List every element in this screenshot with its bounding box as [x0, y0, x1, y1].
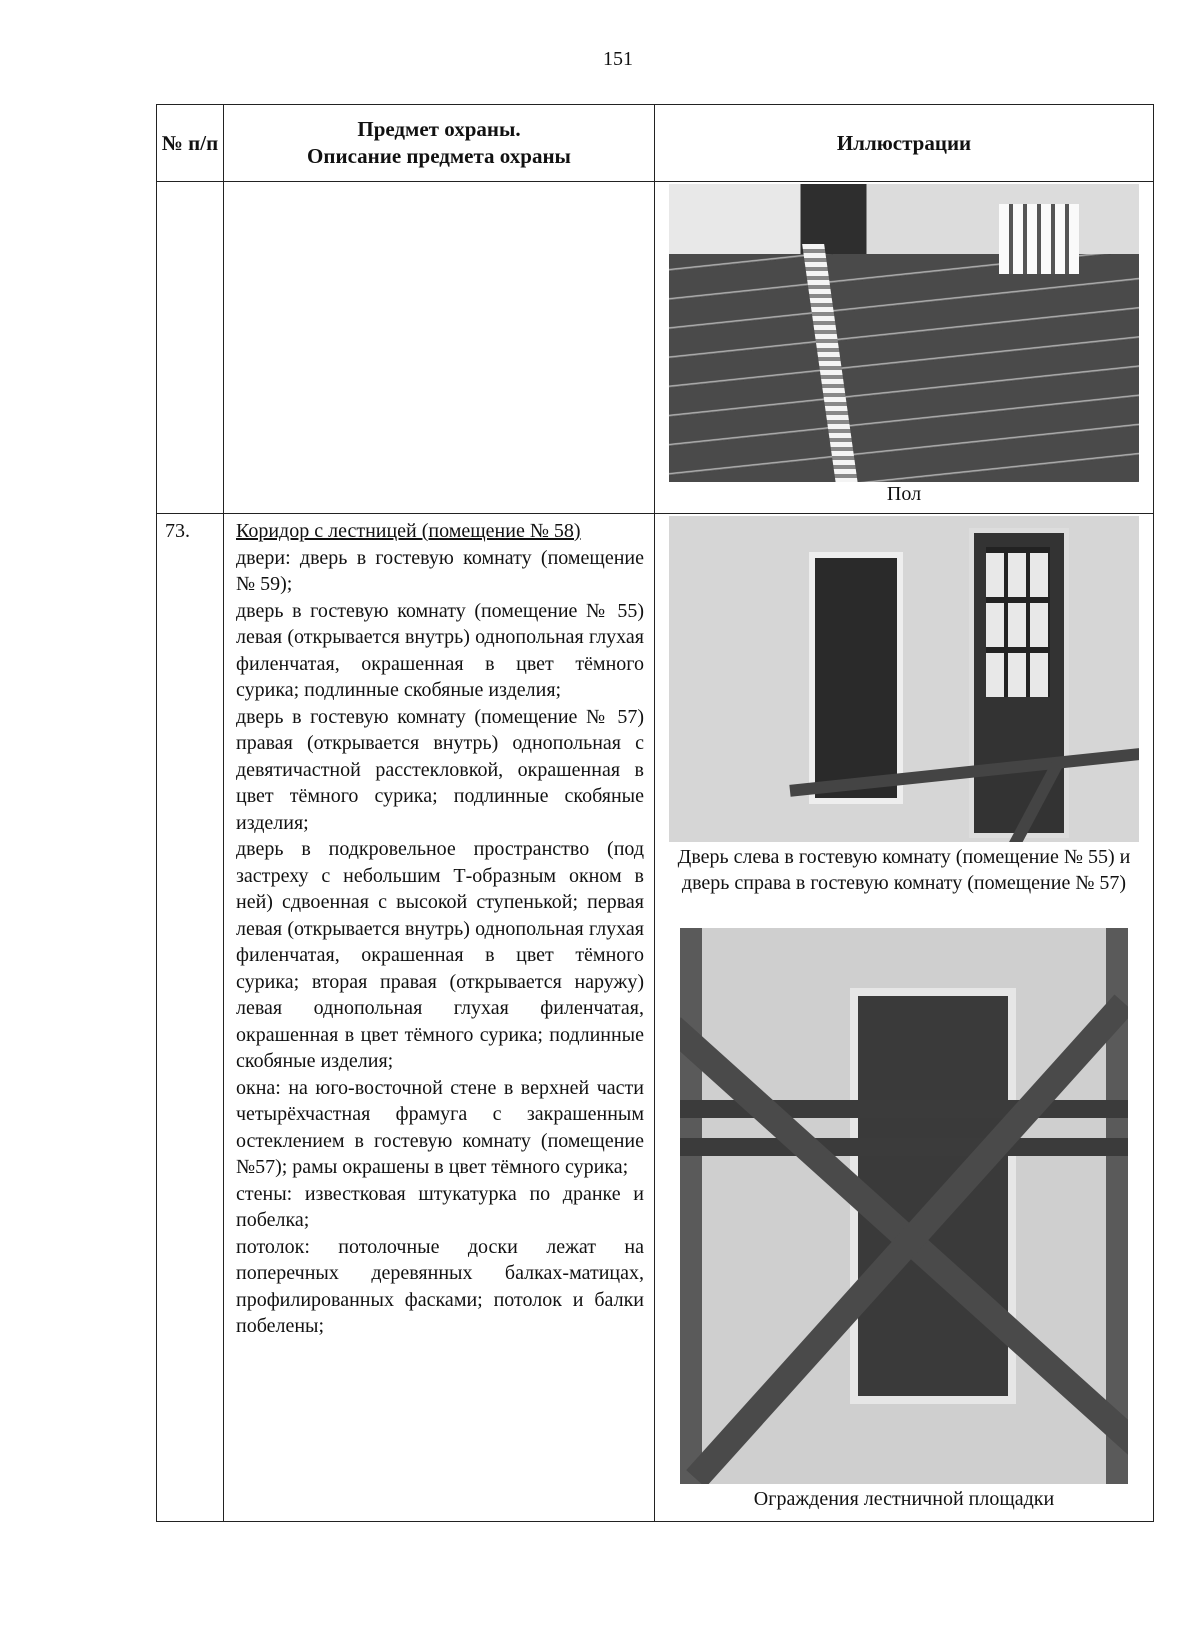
railing-photo-bar	[680, 1138, 1128, 1156]
doors-caption: Дверь слева в гостевую комнату (помещение № 55) и дверь справа в гостевую комнату (помещение № 57)	[677, 846, 1131, 894]
page-number: 151	[603, 48, 633, 70]
railing-caption: Ограждения лестничной площадки	[753, 1488, 1055, 1510]
description-paragraph: двери: дверь в гостевую комнату (помещение № 59);	[236, 546, 644, 595]
floor-caption: Пол	[886, 483, 922, 505]
row-description	[224, 182, 655, 514]
header-illustrations-text: Иллюстрации	[836, 130, 972, 155]
table-header-row	[157, 105, 1154, 182]
description-paragraph: дверь в гостевую комнату (помещение № 55) левая (открывается внутрь) однопольная глухая филенчатая, окрашенная в цвет тёмного сурика; подлинные скобяные изделия;	[236, 599, 644, 701]
header-illustrations	[655, 105, 1154, 182]
description-paragraph: дверь в гостевую комнату (помещение № 57) правая (открывается внутрь) однопольная с девятичастной расстекловкой, окрашенная в цвет тёмного сурика; подлинные скобяные изделия;	[236, 705, 644, 834]
description-text	[236, 518, 644, 1340]
header-subject-text	[224, 105, 654, 181]
description-paragraph: окна: на юго-восточной стене в верхней части четырёхчастная фрамуга с закрашенным остеклением в гостевую комнату (помещение №57); рамы окрашены в цвет тёмного сурика;	[236, 1076, 644, 1178]
floor-photo-crack	[802, 244, 858, 482]
header-subject-line1: Предмет охраны.	[357, 117, 521, 141]
description-heading: Коридор с лестницей (помещение № 58)	[236, 520, 581, 542]
protection-table	[156, 104, 1154, 1522]
row-number: 73.	[157, 514, 224, 1522]
floor-photo	[669, 184, 1139, 482]
description-paragraph: потолок: потолочные доски лежат на поперечных деревянных балках-матицах, профилированных фасками; потолок и балки побелены;	[236, 1235, 644, 1337]
railing-photo	[680, 928, 1128, 1484]
header-number	[157, 105, 224, 182]
row-illustrations	[655, 182, 1154, 514]
row-number	[157, 182, 224, 514]
header-subject	[224, 105, 655, 182]
description-paragraph: стены: известковая штукатурка по дранке и побелка;	[236, 1182, 644, 1231]
row-description	[224, 514, 655, 1522]
left-door-shape	[809, 552, 903, 804]
right-door-shape	[969, 528, 1069, 838]
header-number-text: № п/п	[161, 130, 219, 155]
description-paragraph: дверь в подкровельное пространство (под застреху с небольшим Т-образным окном в ней) сдвоенная с высокой ступенькой; первая левая (открывается внутрь) однопольная глухая филенчатая, окрашенная в цвет тёмного сурика; вторая правая (открывается наружу) левая однопольная глухая филенчатая, окрашенная в цвет тёмного сурика; подлинные скобяные изделия;	[236, 838, 644, 1072]
railing-photo-post	[680, 928, 702, 1484]
floor-photo-stool	[999, 204, 1079, 274]
row-illustrations	[655, 514, 1154, 1522]
doors-photo	[669, 516, 1139, 842]
header-subject-line2: Описание предмета охраны	[307, 144, 571, 168]
table-row	[157, 182, 1154, 514]
table-row	[157, 514, 1154, 1522]
